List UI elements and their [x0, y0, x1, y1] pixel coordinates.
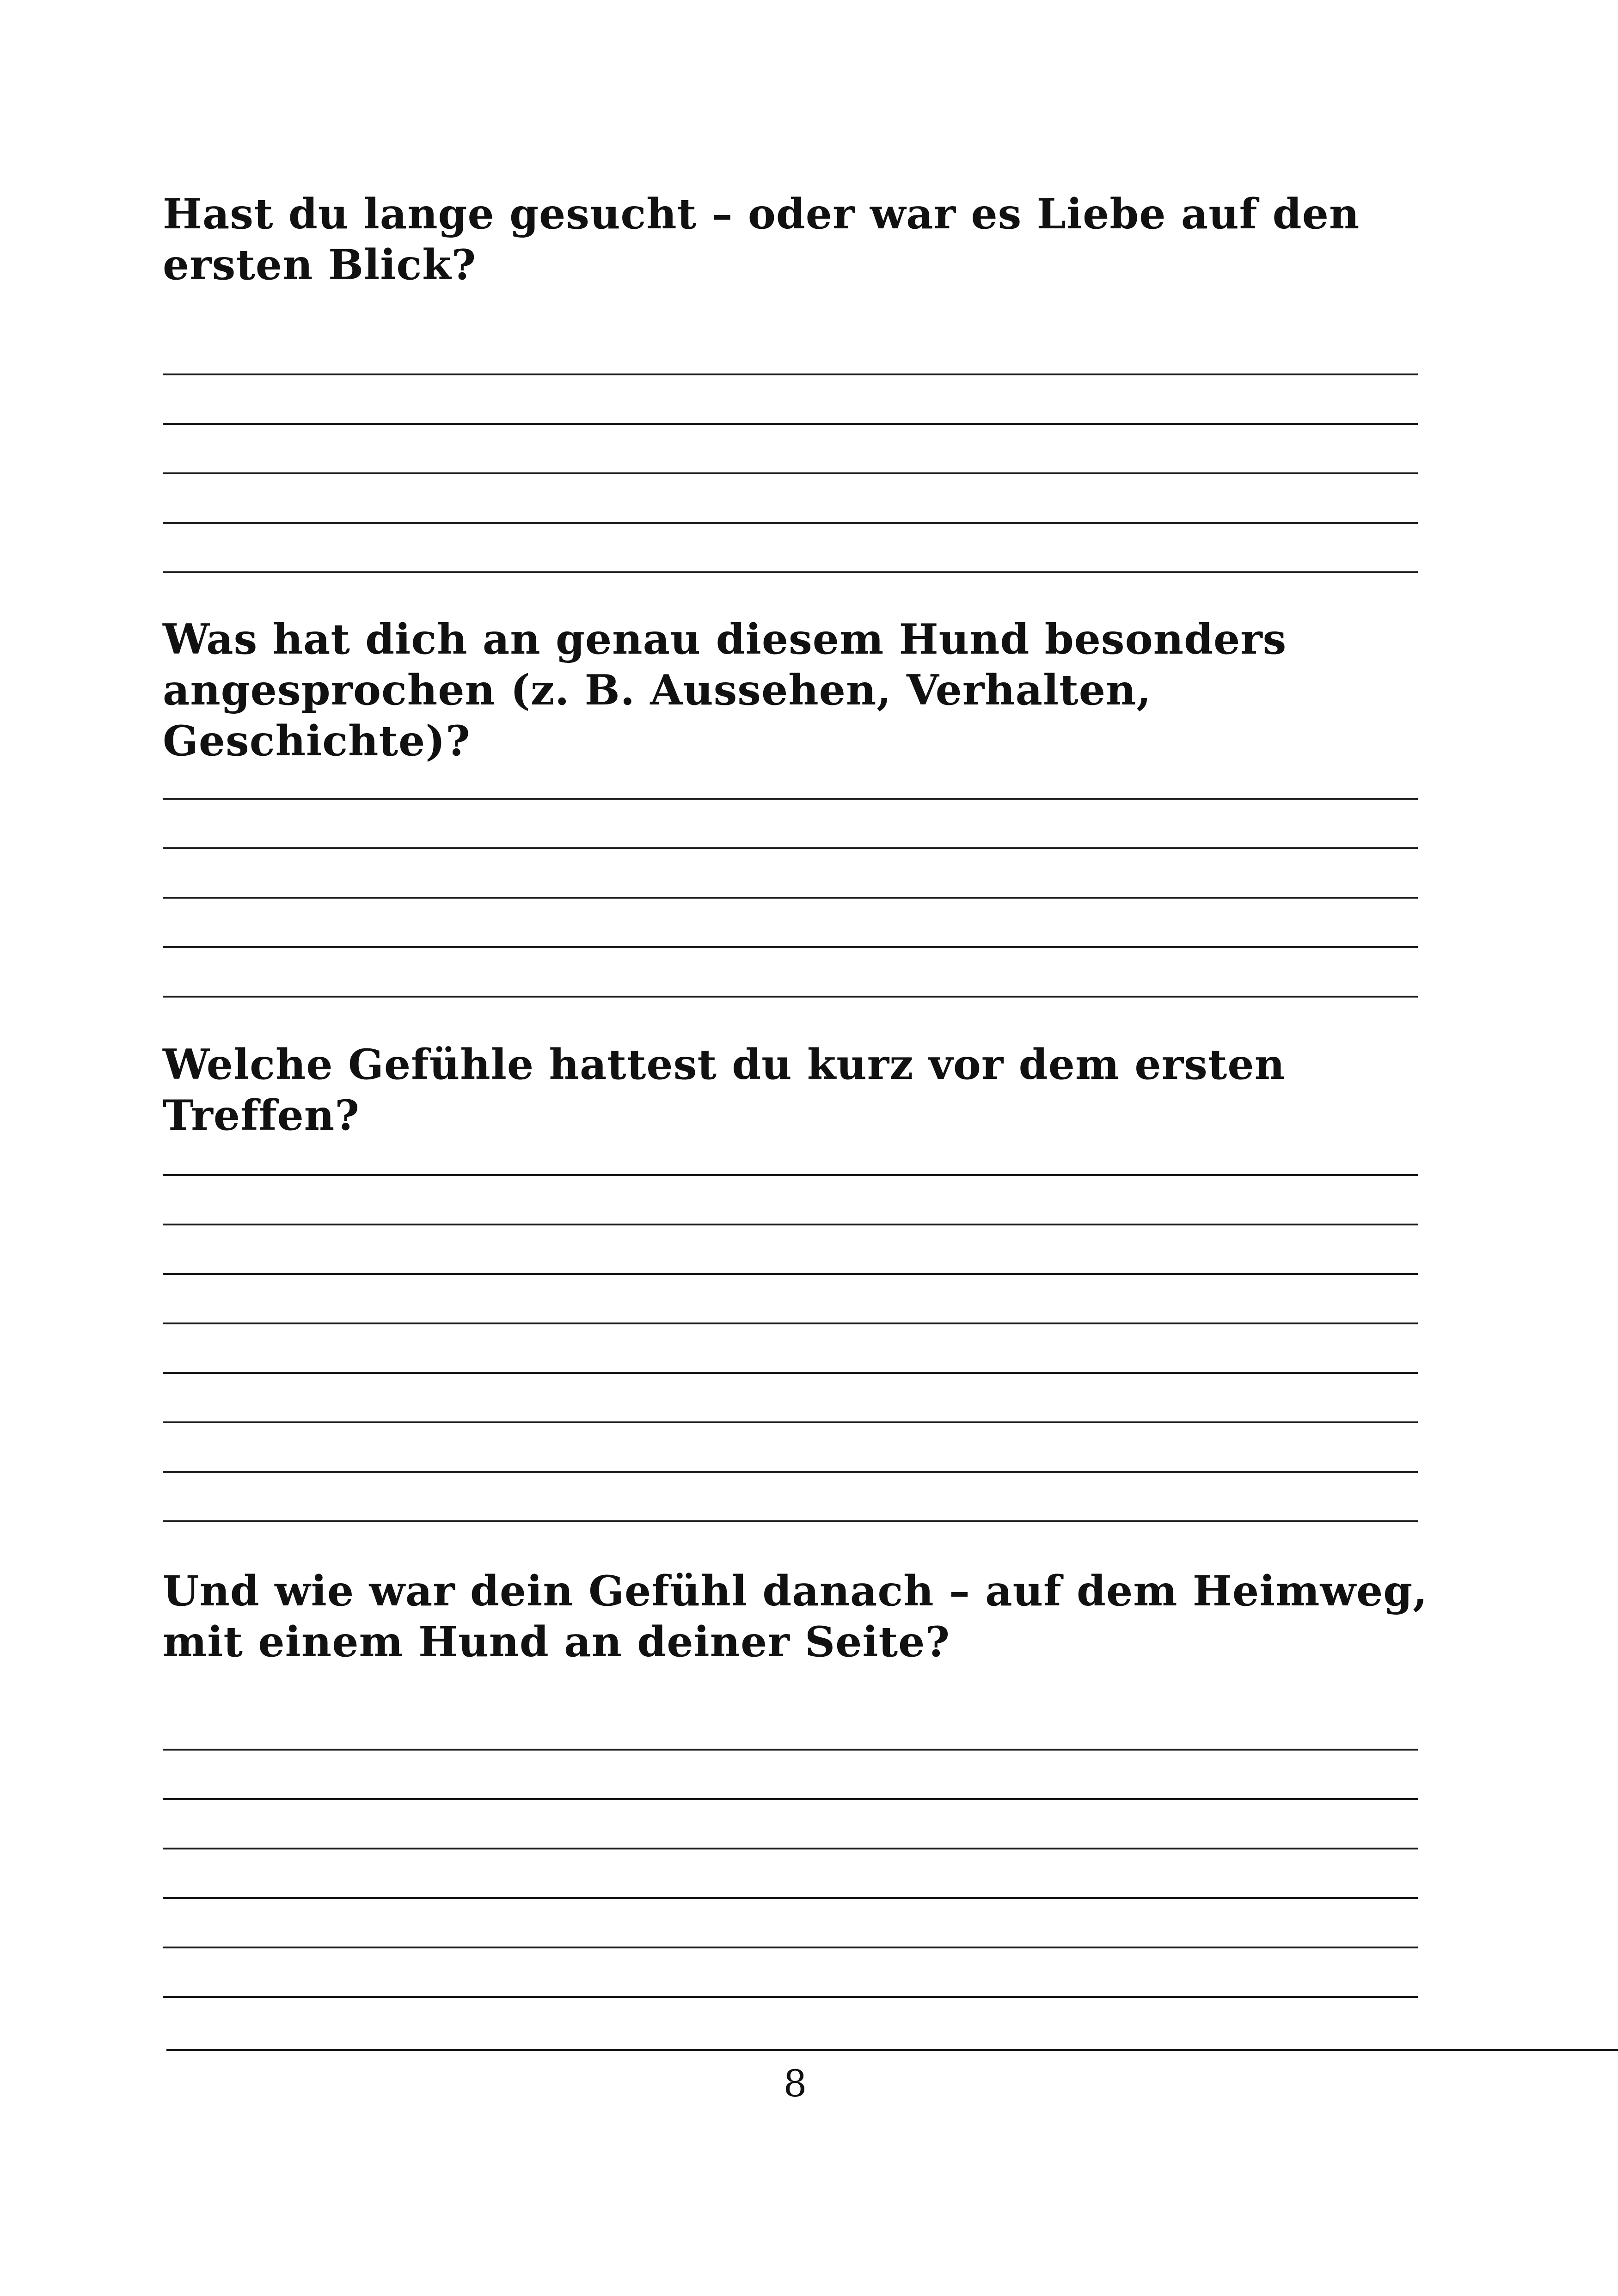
answer-line[interactable] — [163, 1798, 1418, 1800]
answer-line[interactable] — [163, 1174, 1418, 1176]
answer-line[interactable] — [163, 1372, 1418, 1374]
answer-line[interactable] — [163, 946, 1418, 948]
answer-line[interactable] — [163, 897, 1418, 899]
answer-line[interactable] — [163, 847, 1418, 849]
answer-line[interactable] — [163, 1471, 1418, 1473]
answer-line[interactable] — [163, 571, 1418, 573]
answer-line[interactable] — [163, 1520, 1418, 1522]
answer-line[interactable] — [163, 1273, 1418, 1275]
question-4: Und wie war dein Gefühl danach – auf dem Heimweg, mit einem Hund an deiner Seite? — [163, 1567, 1428, 1666]
footer-divider — [166, 2049, 1618, 2051]
answer-line[interactable] — [163, 472, 1418, 474]
question-3: Welche Gefühle hattest du kurz vor dem ersten Treffen? — [163, 1040, 1286, 1140]
answer-line[interactable] — [163, 1947, 1418, 1948]
question-2: Was hat dich an genau diesem Hund besonders angesprochen (z. B. Aussehen, Verhalten, Geschichte)? — [163, 615, 1287, 765]
answer-line[interactable] — [163, 423, 1418, 425]
question-1: Hast du lange gesucht – oder war es Liebe auf den ersten Blick? — [163, 190, 1360, 289]
answer-line[interactable] — [163, 1749, 1418, 1751]
answer-line[interactable] — [163, 1322, 1418, 1324]
answer-line[interactable] — [163, 1421, 1418, 1423]
answer-line[interactable] — [163, 1224, 1418, 1225]
answer-line[interactable] — [163, 1996, 1418, 1998]
answer-line[interactable] — [163, 522, 1418, 524]
answer-line[interactable] — [163, 373, 1418, 375]
answer-line[interactable] — [163, 1848, 1418, 1849]
answer-line[interactable] — [163, 996, 1418, 998]
page-number: 8 — [783, 2062, 807, 2105]
answer-line[interactable] — [163, 1897, 1418, 1899]
answer-line[interactable] — [163, 798, 1418, 800]
